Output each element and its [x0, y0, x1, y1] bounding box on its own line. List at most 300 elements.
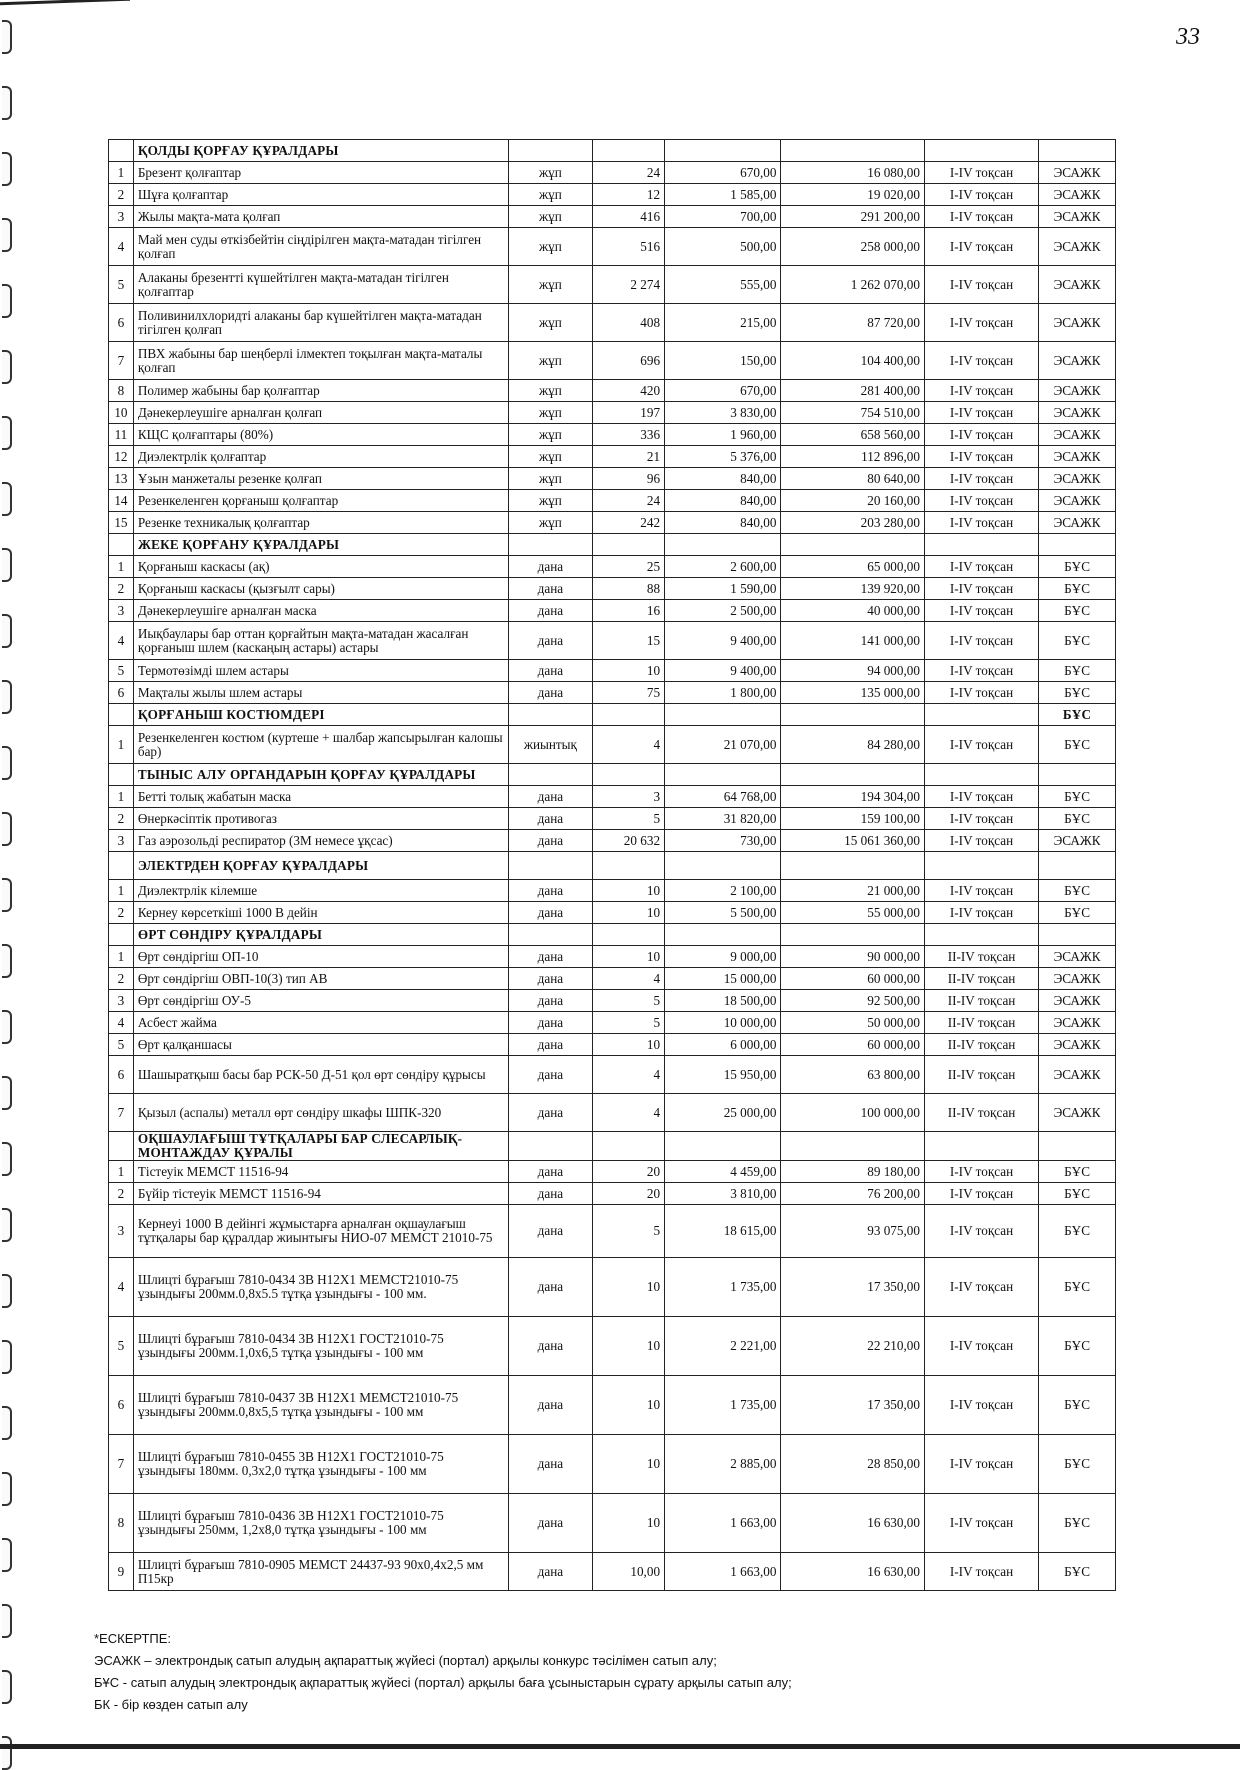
row-number: 1 [109, 880, 134, 902]
procurement-method: БҰС [1039, 704, 1116, 726]
unit-of-measure: жұп [509, 380, 593, 402]
procurement-method: БҰС [1039, 1494, 1116, 1553]
row-number: 2 [109, 1183, 134, 1205]
table-row [109, 1161, 1116, 1183]
section-header-row [109, 764, 1116, 786]
procurement-method: ЭСАЖК [1039, 162, 1116, 184]
total-amount [781, 534, 925, 556]
row-number: 2 [109, 808, 134, 830]
procurement-method: ЭСАЖК [1039, 402, 1116, 424]
table-row [109, 578, 1116, 600]
unit-price: 2 100,00 [665, 880, 781, 902]
total-amount: 258 000,00 [781, 228, 925, 266]
binding-ring [2, 1538, 12, 1572]
quantity: 4 [592, 726, 664, 764]
quantity: 10 [592, 660, 664, 682]
procurement-method: ЭСАЖК [1039, 206, 1116, 228]
unit-price: 5 500,00 [665, 902, 781, 924]
unit-price [665, 852, 781, 880]
procurement-method: БҰС [1039, 1258, 1116, 1317]
procurement-method: БҰС [1039, 1376, 1116, 1435]
quantity: 15 [592, 622, 664, 660]
binding-ring [2, 1472, 12, 1506]
quantity: 4 [592, 1094, 664, 1132]
item-name: Ұзын манжеталы резенке қолғап [133, 468, 508, 490]
delivery-period: I-IV тоқсан [924, 304, 1038, 342]
item-name: Полимер жабыны бар қолғаптар [133, 380, 508, 402]
unit-price: 9 000,00 [665, 946, 781, 968]
unit-of-measure: дана [509, 808, 593, 830]
item-name: ӨРТ СӨНДІРУ ҚҰРАЛДАРЫ [133, 924, 508, 946]
total-amount: 84 280,00 [781, 726, 925, 764]
procurement-method [1039, 764, 1116, 786]
quantity: 96 [592, 468, 664, 490]
delivery-period [924, 764, 1038, 786]
total-amount: 63 800,00 [781, 1056, 925, 1094]
quantity: 3 [592, 786, 664, 808]
table-row [109, 600, 1116, 622]
delivery-period: I-IV тоқсан [924, 1317, 1038, 1376]
unit-price: 1 735,00 [665, 1376, 781, 1435]
unit-of-measure: жұп [509, 206, 593, 228]
procurement-method: БҰС [1039, 660, 1116, 682]
item-name: Шлицті бұрағыш 7810-0905 МЕМСТ 24437-93 90х0,4х2,5 мм П15кр [133, 1553, 508, 1591]
procurement-method: БҰС [1039, 622, 1116, 660]
procurement-method: БҰС [1039, 600, 1116, 622]
unit-price: 21 070,00 [665, 726, 781, 764]
note-line: БҰС - сатып алудың электрондық ақпараттық жүйесі (портал) арқылы баға ұсыныстарын сұрату арқылы сатып алу; [94, 1675, 792, 1690]
delivery-period [924, 534, 1038, 556]
unit-price: 670,00 [665, 162, 781, 184]
delivery-period [924, 852, 1038, 880]
table-row [109, 660, 1116, 682]
binding-ring [2, 218, 12, 252]
unit-price: 9 400,00 [665, 660, 781, 682]
total-amount: 112 896,00 [781, 446, 925, 468]
unit-price: 6 000,00 [665, 1034, 781, 1056]
table-row [109, 726, 1116, 764]
unit-of-measure [509, 924, 593, 946]
procurement-method [1039, 1132, 1116, 1161]
unit-price [665, 140, 781, 162]
unit-of-measure: жұп [509, 446, 593, 468]
note-line: ЭСАЖК – электрондық сатып алудың ақпараттық жүйесі (портал) арқылы конкурс тәсілімен сатып алу; [94, 1653, 717, 1668]
binding-ring [2, 416, 12, 450]
row-number: 4 [109, 622, 134, 660]
row-number [109, 924, 134, 946]
table-row [109, 1494, 1116, 1553]
procurement-method: ЭСАЖК [1039, 380, 1116, 402]
table-row [109, 1435, 1116, 1494]
procurement-method: ЭСАЖК [1039, 1034, 1116, 1056]
binding-ring [2, 482, 12, 516]
unit-price [665, 1132, 781, 1161]
delivery-period: I-IV тоқсан [924, 512, 1038, 534]
row-number: 3 [109, 206, 134, 228]
delivery-period: I-IV тоқсан [924, 1553, 1038, 1591]
table-row [109, 424, 1116, 446]
unit-price: 2 885,00 [665, 1435, 781, 1494]
item-name: ОҚШАУЛАҒЫШ ТҰТҚАЛАРЫ БАР СЛЕСАРЛЫҚ-МОНТАЖДАУ ҚҰРАЛЫ [133, 1132, 508, 1161]
section-header-row [109, 534, 1116, 556]
delivery-period: I-IV тоқсан [924, 1494, 1038, 1553]
delivery-period: I-IV тоқсан [924, 380, 1038, 402]
table-row [109, 990, 1116, 1012]
item-name: Өрт сөндіргіш ОВП-10(3) тип АВ [133, 968, 508, 990]
item-name: Газ аэрозольді респиратор (3М немесе ұқсас) [133, 830, 508, 852]
table-row [109, 1183, 1116, 1205]
total-amount: 55 000,00 [781, 902, 925, 924]
total-amount: 89 180,00 [781, 1161, 925, 1183]
binding-ring [2, 284, 12, 318]
total-amount [781, 140, 925, 162]
item-name: Асбест жайма [133, 1012, 508, 1034]
unit-of-measure: дана [509, 1553, 593, 1591]
quantity: 5 [592, 990, 664, 1012]
procurement-method: ЭСАЖК [1039, 424, 1116, 446]
unit-of-measure [509, 1132, 593, 1161]
quantity: 10 [592, 1376, 664, 1435]
item-name: Өрт сөндіргіш ОП-10 [133, 946, 508, 968]
unit-of-measure [509, 704, 593, 726]
unit-of-measure: дана [509, 990, 593, 1012]
item-name: Поливинилхлоридті алаканы бар күшейтілген мақта-матадан тігілген қолғап [133, 304, 508, 342]
procurement-method: ЭСАЖК [1039, 1056, 1116, 1094]
table-row [109, 304, 1116, 342]
procurement-method: ЭСАЖК [1039, 342, 1116, 380]
quantity: 16 [592, 600, 664, 622]
row-number: 12 [109, 446, 134, 468]
row-number: 2 [109, 902, 134, 924]
row-number [109, 534, 134, 556]
item-name: Шлицті бұрағыш 7810-0436 3В Н12Х1 ГОСТ21010-75 ұзындығы 250мм, 1,2х8,0 тұтқа ұзындығы - 100 мм [133, 1494, 508, 1553]
item-name: Өрт сөндіргіш ОУ-5 [133, 990, 508, 1012]
total-amount: 135 000,00 [781, 682, 925, 704]
item-name: ҚОЛДЫ ҚОРҒАУ ҚҰРАЛДАРЫ [133, 140, 508, 162]
notes-heading: *ЕСКЕРТПЕ: [94, 1631, 172, 1646]
quantity: 2 274 [592, 266, 664, 304]
quantity: 242 [592, 512, 664, 534]
item-name: Өнеркәсіптік противогаз [133, 808, 508, 830]
binding-ring [2, 1406, 12, 1440]
item-name: Бетті толық жабатын маска [133, 786, 508, 808]
delivery-period: I-IV тоқсан [924, 468, 1038, 490]
quantity [592, 704, 664, 726]
item-name: Кернеу көрсеткіші 1000 В дейін [133, 902, 508, 924]
quantity [592, 764, 664, 786]
delivery-period: I-IV тоқсан [924, 726, 1038, 764]
unit-of-measure: дана [509, 1183, 593, 1205]
table-body [109, 140, 1116, 1591]
unit-of-measure: дана [509, 578, 593, 600]
unit-price: 1 663,00 [665, 1553, 781, 1591]
table-row [109, 184, 1116, 206]
unit-of-measure: жұп [509, 228, 593, 266]
binding-ring [2, 1340, 12, 1374]
unit-price: 31 820,00 [665, 808, 781, 830]
item-name: Алаканы брезентті күшейтілген мақта-матадан тігілген қолғаптар [133, 266, 508, 304]
procurement-method: ЭСАЖК [1039, 830, 1116, 852]
item-name: Мақталы жылы шлем астары [133, 682, 508, 704]
total-amount: 141 000,00 [781, 622, 925, 660]
delivery-period: I-IV тоқсан [924, 490, 1038, 512]
unit-of-measure: дана [509, 1205, 593, 1258]
unit-price: 555,00 [665, 266, 781, 304]
unit-price: 500,00 [665, 228, 781, 266]
unit-of-measure: дана [509, 902, 593, 924]
total-amount: 19 020,00 [781, 184, 925, 206]
quantity: 24 [592, 162, 664, 184]
procurement-method: БҰС [1039, 682, 1116, 704]
unit-of-measure: жұп [509, 424, 593, 446]
row-number: 9 [109, 1553, 134, 1591]
quantity: 10 [592, 1494, 664, 1553]
table-row [109, 830, 1116, 852]
unit-price: 3 830,00 [665, 402, 781, 424]
unit-of-measure: дана [509, 1094, 593, 1132]
quantity: 21 [592, 446, 664, 468]
unit-of-measure: дана [509, 622, 593, 660]
item-name: Шұға қолғаптар [133, 184, 508, 206]
binding-ring [2, 1274, 12, 1308]
procurement-method: БҰС [1039, 880, 1116, 902]
unit-price: 670,00 [665, 380, 781, 402]
unit-of-measure: дана [509, 786, 593, 808]
quantity: 20 632 [592, 830, 664, 852]
procurement-method [1039, 852, 1116, 880]
delivery-period: II-IV тоқсан [924, 990, 1038, 1012]
procurement-method: БҰС [1039, 1435, 1116, 1494]
binding-ring [2, 350, 12, 384]
item-name: Өрт қалқаншасы [133, 1034, 508, 1056]
section-header-row [109, 924, 1116, 946]
note-line: БК - бір көзден сатып алу [94, 1697, 248, 1712]
delivery-period: I-IV тоқсан [924, 622, 1038, 660]
total-amount: 139 920,00 [781, 578, 925, 600]
row-number: 2 [109, 184, 134, 206]
quantity [592, 1132, 664, 1161]
item-name: Брезент қолғаптар [133, 162, 508, 184]
row-number: 11 [109, 424, 134, 446]
total-amount: 50 000,00 [781, 1012, 925, 1034]
row-number: 5 [109, 660, 134, 682]
procurement-method: ЭСАЖК [1039, 304, 1116, 342]
procurement-method: ЭСАЖК [1039, 1012, 1116, 1034]
table-row [109, 512, 1116, 534]
table-row [109, 490, 1116, 512]
unit-price: 1 590,00 [665, 578, 781, 600]
binding-ring [2, 1142, 12, 1176]
binding-ring [2, 548, 12, 582]
item-name: Диэлектрлік кілемше [133, 880, 508, 902]
delivery-period: II-IV тоқсан [924, 1012, 1038, 1034]
binding-ring [2, 944, 12, 978]
item-name: Дәнекерлеушіге арналған қолғап [133, 402, 508, 424]
delivery-period: I-IV тоқсан [924, 1376, 1038, 1435]
total-amount: 281 400,00 [781, 380, 925, 402]
unit-price [665, 764, 781, 786]
total-amount: 80 640,00 [781, 468, 925, 490]
total-amount: 104 400,00 [781, 342, 925, 380]
quantity: 10 [592, 1317, 664, 1376]
delivery-period: I-IV тоқсан [924, 786, 1038, 808]
delivery-period: II-IV тоқсан [924, 946, 1038, 968]
procurement-method [1039, 924, 1116, 946]
quantity: 25 [592, 556, 664, 578]
delivery-period: I-IV тоқсан [924, 424, 1038, 446]
binding-rings [0, 0, 14, 1754]
row-number: 5 [109, 1317, 134, 1376]
delivery-period: I-IV тоқсан [924, 902, 1038, 924]
total-amount: 92 500,00 [781, 990, 925, 1012]
item-name: ЖЕКЕ ҚОРҒАНУ ҚҰРАЛДАРЫ [133, 534, 508, 556]
table-row [109, 1094, 1116, 1132]
item-name: ПВХ жабыны бар шеңберлі ілмектеп тоқылған мақта-маталы қолғап [133, 342, 508, 380]
row-number [109, 852, 134, 880]
quantity: 88 [592, 578, 664, 600]
total-amount: 100 000,00 [781, 1094, 925, 1132]
unit-price: 25 000,00 [665, 1094, 781, 1132]
quantity: 5 [592, 1205, 664, 1258]
unit-price: 18 615,00 [665, 1205, 781, 1258]
item-name: КЩС қолғаптары (80%) [133, 424, 508, 446]
quantity: 4 [592, 968, 664, 990]
total-amount: 22 210,00 [781, 1317, 925, 1376]
row-number: 1 [109, 786, 134, 808]
delivery-period: I-IV тоқсан [924, 1161, 1038, 1183]
unit-price: 840,00 [665, 468, 781, 490]
unit-price: 730,00 [665, 830, 781, 852]
unit-of-measure: жұп [509, 512, 593, 534]
unit-price [665, 704, 781, 726]
delivery-period: I-IV тоқсан [924, 402, 1038, 424]
unit-price [665, 534, 781, 556]
table-row [109, 682, 1116, 704]
unit-of-measure: дана [509, 830, 593, 852]
procurement-table [108, 139, 1116, 1591]
delivery-period [924, 924, 1038, 946]
row-number: 8 [109, 380, 134, 402]
table-row [109, 808, 1116, 830]
unit-of-measure: дана [509, 1494, 593, 1553]
row-number: 2 [109, 578, 134, 600]
table-row [109, 556, 1116, 578]
unit-price: 4 459,00 [665, 1161, 781, 1183]
table-row [109, 1317, 1116, 1376]
total-amount: 60 000,00 [781, 1034, 925, 1056]
delivery-period [924, 704, 1038, 726]
unit-of-measure: дана [509, 660, 593, 682]
delivery-period: I-IV тоқсан [924, 578, 1038, 600]
table-row [109, 622, 1116, 660]
total-amount: 87 720,00 [781, 304, 925, 342]
delivery-period: I-IV тоқсан [924, 660, 1038, 682]
quantity: 420 [592, 380, 664, 402]
row-number: 1 [109, 162, 134, 184]
quantity: 5 [592, 1012, 664, 1034]
row-number: 3 [109, 830, 134, 852]
total-amount [781, 852, 925, 880]
delivery-period: I-IV тоқсан [924, 266, 1038, 304]
delivery-period: I-IV тоқсан [924, 808, 1038, 830]
total-amount [781, 1132, 925, 1161]
delivery-period: I-IV тоқсан [924, 880, 1038, 902]
table-row [109, 1258, 1116, 1317]
unit-price: 10 000,00 [665, 1012, 781, 1034]
table-row [109, 1376, 1116, 1435]
unit-of-measure: жұп [509, 468, 593, 490]
row-number: 5 [109, 1034, 134, 1056]
procurement-method: ЭСАЖК [1039, 968, 1116, 990]
row-number: 4 [109, 1258, 134, 1317]
table-row [109, 228, 1116, 266]
unit-of-measure [509, 534, 593, 556]
section-header-row [109, 704, 1116, 726]
quantity [592, 852, 664, 880]
binding-ring [2, 1208, 12, 1242]
row-number: 15 [109, 512, 134, 534]
unit-price: 1 663,00 [665, 1494, 781, 1553]
quantity: 4 [592, 1056, 664, 1094]
row-number: 6 [109, 682, 134, 704]
unit-price: 2 600,00 [665, 556, 781, 578]
row-number: 1 [109, 556, 134, 578]
binding-ring [2, 1604, 12, 1638]
item-name: Май мен суды өткізбейтін сіңдірілген мақта-матадан тігілген қолғап [133, 228, 508, 266]
binding-ring [2, 680, 12, 714]
table-row [109, 266, 1116, 304]
unit-of-measure: дана [509, 946, 593, 968]
quantity [592, 140, 664, 162]
quantity: 408 [592, 304, 664, 342]
unit-price: 18 500,00 [665, 990, 781, 1012]
quantity: 416 [592, 206, 664, 228]
unit-of-measure: дана [509, 600, 593, 622]
row-number [109, 1132, 134, 1161]
table-row [109, 162, 1116, 184]
scan-edge-bottom [0, 1744, 1240, 1749]
quantity [592, 924, 664, 946]
row-number [109, 764, 134, 786]
unit-of-measure [509, 852, 593, 880]
total-amount: 17 350,00 [781, 1258, 925, 1317]
total-amount: 20 160,00 [781, 490, 925, 512]
row-number: 7 [109, 1094, 134, 1132]
section-header-row [109, 852, 1116, 880]
unit-of-measure: дана [509, 682, 593, 704]
row-number: 6 [109, 304, 134, 342]
unit-price: 700,00 [665, 206, 781, 228]
unit-price: 840,00 [665, 512, 781, 534]
item-name: Шлицті бұрағыш 7810-0434 3В Н12Х1 ГОСТ21010-75 ұзындығы 200мм.1,0х6,5 тұтқа ұзындығы - 100 мм [133, 1317, 508, 1376]
item-name: Қорғаныш каскасы (ақ) [133, 556, 508, 578]
binding-ring [2, 878, 12, 912]
row-number: 3 [109, 990, 134, 1012]
unit-of-measure: жұп [509, 304, 593, 342]
item-name: Қызыл (аспалы) металл өрт сөндіру шкафы ШПК-320 [133, 1094, 508, 1132]
quantity: 336 [592, 424, 664, 446]
total-amount: 203 280,00 [781, 512, 925, 534]
procurement-method: БҰС [1039, 1183, 1116, 1205]
total-amount: 21 000,00 [781, 880, 925, 902]
delivery-period: I-IV тоқсан [924, 1258, 1038, 1317]
item-name: Шашыратқыш басы бар РСК-50 Д-51 қол өрт сөндіру құрысы [133, 1056, 508, 1094]
total-amount: 194 304,00 [781, 786, 925, 808]
row-number: 14 [109, 490, 134, 512]
item-name: Шлицті бұрағыш 7810-0434 3В Н12Х1 МЕМСТ21010-75 ұзындығы 200мм.0,8х5.5 тұтқа ұзындығы - 100 мм. [133, 1258, 508, 1317]
table-row [109, 1012, 1116, 1034]
row-number [109, 704, 134, 726]
